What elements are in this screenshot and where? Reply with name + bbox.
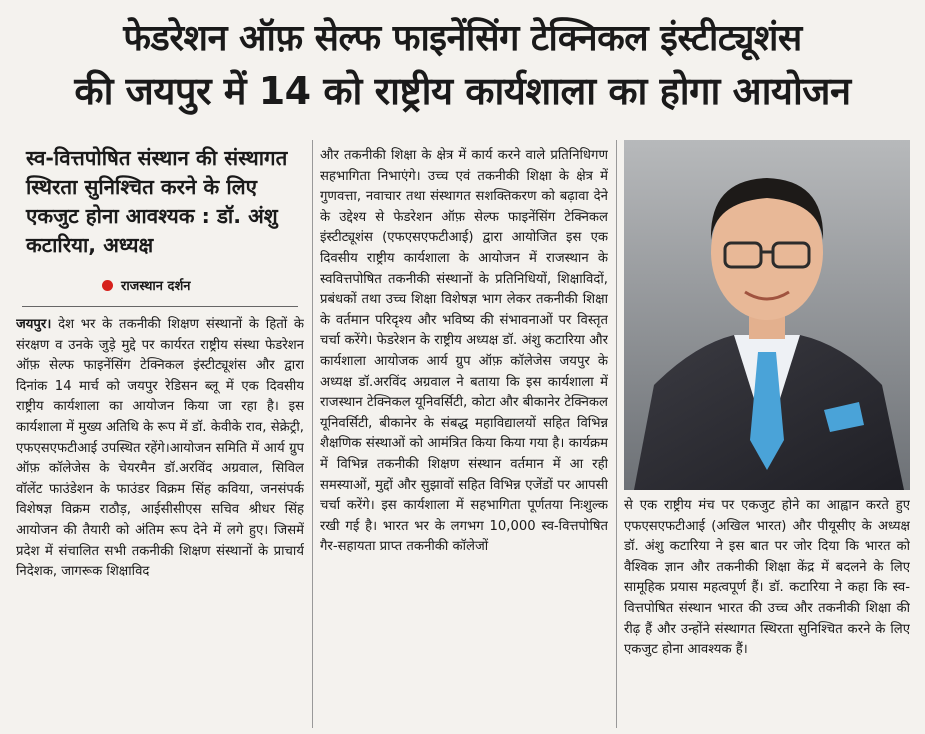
- column-1-text: देश भर के तकनीकी शिक्षण संस्थानों के हितों के संरक्षण व उनके जुड़े मुद्दे पर कार्यरत राष्ट्रीय संस्था फेडरेशन ऑफ़ सेल्फ फाइनेंसिंग टेक्निकल इंस्टीट्यूशंस और द्वारा दिनांक 14 मार्च को जयपुर रेडिसन ब्लू में एक दिवसीय राष्ट्रीय कार्यशाला का आयोजन किया जा रहा है। इस कार्यशाला में मुख्य अतिथि के रूप में डॉ. केवीके राव, सेक्रेट्री, एफएसएफटीआई उपस्थित रहेंगे।आयोजन समिति में आर्य ग्रुप ऑफ़ कॉलेजेस के चेयरमैन डॉ.अरविंद अग्रवाल, सिविल वॉलेंट फाउंडेशन के फाउंडर विक्रम सिंह कविया, जनसंपर्क विशेषज्ञ विक्रम राठौड़, आईसीसीएस सचिव श्रीधर सिंह आयोजन की तैयारी को अंतिम रूप देने में लगे हुए। जिसमें प्रदेश में संचालित सभी तकनीकी शिक्षण संस्थानों के प्राचार्य निदेशक, जागरूक शिक्षाविद: [16, 317, 304, 580]
- byline: [102, 276, 304, 294]
- column-2: [320, 140, 608, 734]
- dateline: जयपुर।: [16, 317, 52, 332]
- article-body-col2: और तकनीकी शिक्षा के क्षेत्र में कार्य करने वाले प्रतिनिधिगण सहभागिता निभाएंगे। उच्च एवं तकनीकी शिक्षा के क्षेत्र में गुणवत्ता, नवाचार तथा संस्थागत सशक्तिकरण को बढ़ावा देने के उद्देश्य से फेडरेशन ऑफ़ सेल्फ फाइनेंसिंग टेक्निकल इंस्टीट्यूशंस (एफएसएफटीआई) द्वारा आयोजित इस एक दिवसीय राष्ट्रीय कार्यशाला के आयोजन में राजस्थान के स्ववित्तपोषित तकनीकी संस्थानों के प्रतिनिधियों, शिक्षाविदों, प्रबंधकों तथा उच्च शिक्षा विशेषज्ञ भाग लेकर तकनीकी शिक्षा के वर्तमान परिदृश्य और भविष्य की संभावनाओं पर विस्तृत चर्चा करेंगे। फेडरेशन के राष्ट्रीय अध्यक्ष डॉ. अंशु कटारिया और कार्यशाला आयोजक आर्य ग्रुप ऑफ़ कॉलेजेस जयपुर के अध्यक्ष डॉ.अरविंद अग्रवाल ने बताया कि इस कार्यशाला में राजस्थान टेक्निकल यूनिवर्सिटी, कोटा और बीकानेर टेक्निकल यूनिवर्सिटी, बीकानेर के संबद्ध महाविद्यालयों सहित विभिन्न शैक्षणिक संस्थाओं को आमंत्रित किया किया गया है। कार्यक्रम में विभिन्न तकनीकी शिक्षण संस्थान वर्तमान में आ रही समस्याओं, मुद्दों और सुझावों सहित विभिन्न एजेंडों पर आपसी चर्चा करेंगे। इस कार्यशाला में सहभागिता पूर्णतया निःशुल्क रखी गई है। भारत भर के लगभग 10,000 स्व-वित्तपोषित गैर-सहायता प्राप्त तकनीकी कॉलेजों: [320, 148, 608, 555]
- column-divider-2: [616, 140, 617, 728]
- red-bullet-icon: [102, 280, 113, 291]
- article-body-col3: से एक राष्ट्रीय मंच पर एकजुट होने का आह्वान करते हुए एफएसएफटीआई (अखिल भारत) और पीयूसीए के अध्यक्ष डॉ. अंशु कटारिया ने इस बात पर जोर दिया कि भारत को वैश्विक ज्ञान और तकनीकी शिक्षा केंद्र में बदलने के लिए सामूहिक प्रयास महत्वपूर्ण हैं। डॉ. कटारिया ने कहा कि स्व-वित्तपोषित संस्थान भारत की उच्च और तकनीकी शिक्षा की रीढ़ हैं और उन्होंने संस्थागत स्थिरता सुनिश्चित करने के लिए एकजुट होना आवश्यक हैं।: [624, 498, 910, 658]
- headline-line-2: की जयपुर में 14 को राष्ट्रीय कार्यशाला का होगा आयोजन: [74, 69, 851, 113]
- headline: [0, 0, 925, 128]
- column-divider-1: [312, 140, 313, 728]
- portrait-photo: [624, 140, 910, 490]
- divider: [22, 306, 298, 307]
- headline-line-1: फेडरेशन ऑफ़ सेल्फ फाइनेंसिंग टेक्निकल इंस्टीट्यूशंस: [123, 18, 802, 59]
- byline-text: राजस्थान दर्शन: [121, 279, 191, 294]
- column-3: [624, 140, 910, 734]
- column-1: [16, 140, 304, 734]
- subheadline: स्व-वित्तपोषित संस्थान की संस्थागत स्थिरता सुनिश्चित करने के लिए एकजुट होना आवश्यक : डॉ. अंशु कटारिया, अध्यक्ष: [26, 146, 288, 257]
- article-body-col1: [16, 315, 304, 583]
- portrait-illustration: [624, 140, 910, 490]
